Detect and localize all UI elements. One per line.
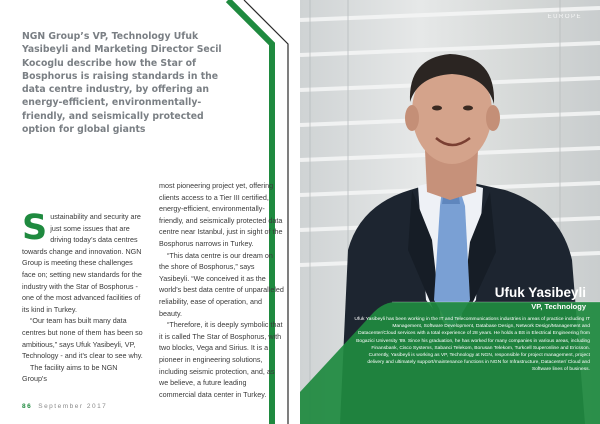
person-name: Ufuk Yasibeyli bbox=[494, 285, 586, 300]
right-page bbox=[300, 0, 600, 424]
body-column-1 bbox=[22, 208, 143, 385]
paragraph: most pioneering project yet, offering clients access to a Tier III certified, energy-efficient, environmentally-friendly, and seismically protected data centre near Istanbul, just in sight of the Bosphorus narrows in Turkey. bbox=[159, 181, 283, 248]
page-footer bbox=[22, 403, 107, 410]
section-label: EUROPE bbox=[547, 14, 582, 20]
drop-cap: S bbox=[22, 208, 48, 248]
article-standfirst: NGN Group’s VP, Technology Ufuk Yasibeyli and Marketing Director Secil Kocoglu describe how the Star of Bosphorus is raising standards in the data centre industry, by offering an energy-efficient, environmentally-friendly, and seismically protected option for global giants bbox=[22, 31, 222, 136]
person-role: VP, Technology bbox=[531, 302, 586, 311]
issue-date: September 2017 bbox=[38, 403, 108, 410]
paragraph: The facility aims to be NGN Group's bbox=[22, 362, 118, 384]
paragraph: “This data centre is our dream on the shore of Bosphorus,” says Yasibeyli. “We conceived it as the world’s best data centre of unparalleled reliability, ease of operation, and beauty. bbox=[159, 250, 284, 318]
paragraph: ustainability and security are just some issues that are driving today’s data centres towards change and innovation. NGN Group is meeting these challenges face on; setting new standards for the industry with the Star of Bosphorus - one of the most advanced facilities of its kind in Turkey. bbox=[22, 212, 142, 314]
body-column-2 bbox=[159, 180, 284, 400]
paragraph: “Therefore, it is deeply symbolic that it is called The Star of Bosphorus, with two blocks, Vega and Sirius. It is a pioneer in engineering solutions, including seismic protection, and, as we believe, a future leading commercial data center in Turkey. bbox=[159, 320, 283, 399]
name-block bbox=[495, 285, 586, 312]
person-bio: Ufuk Yasibeyli has been working in the IT and Telecommunications industries in areas of practice including IT Management, Software Development, Database Design, Network Design/Management and Datacenter/Cloud services with a total experience of 28 years. He holds a BS in Electrical Engineering from Bogazici University '89. Since his graduation, he has worked for many companies in various areas, including Finansbank, Cisco Systems, Sabanci Telekom, Borusan Telekom, Turkcell Superonline and Ericsson. Currently, Yasibeyli is working as VP, Technology at NGN, responsible for project management, project delivery and ultimately support/maintenance functions in NGN for Infrastructure, Datacenter/ Cloud and Software lines of business. bbox=[354, 317, 590, 373]
paragraph: “Our team has built many data centres but none of them has been so ambitious,” says Ufuk Yasibeyli, VP, Technology - and it’s clear to see why. bbox=[22, 316, 143, 361]
page-number: 86 bbox=[22, 403, 33, 410]
